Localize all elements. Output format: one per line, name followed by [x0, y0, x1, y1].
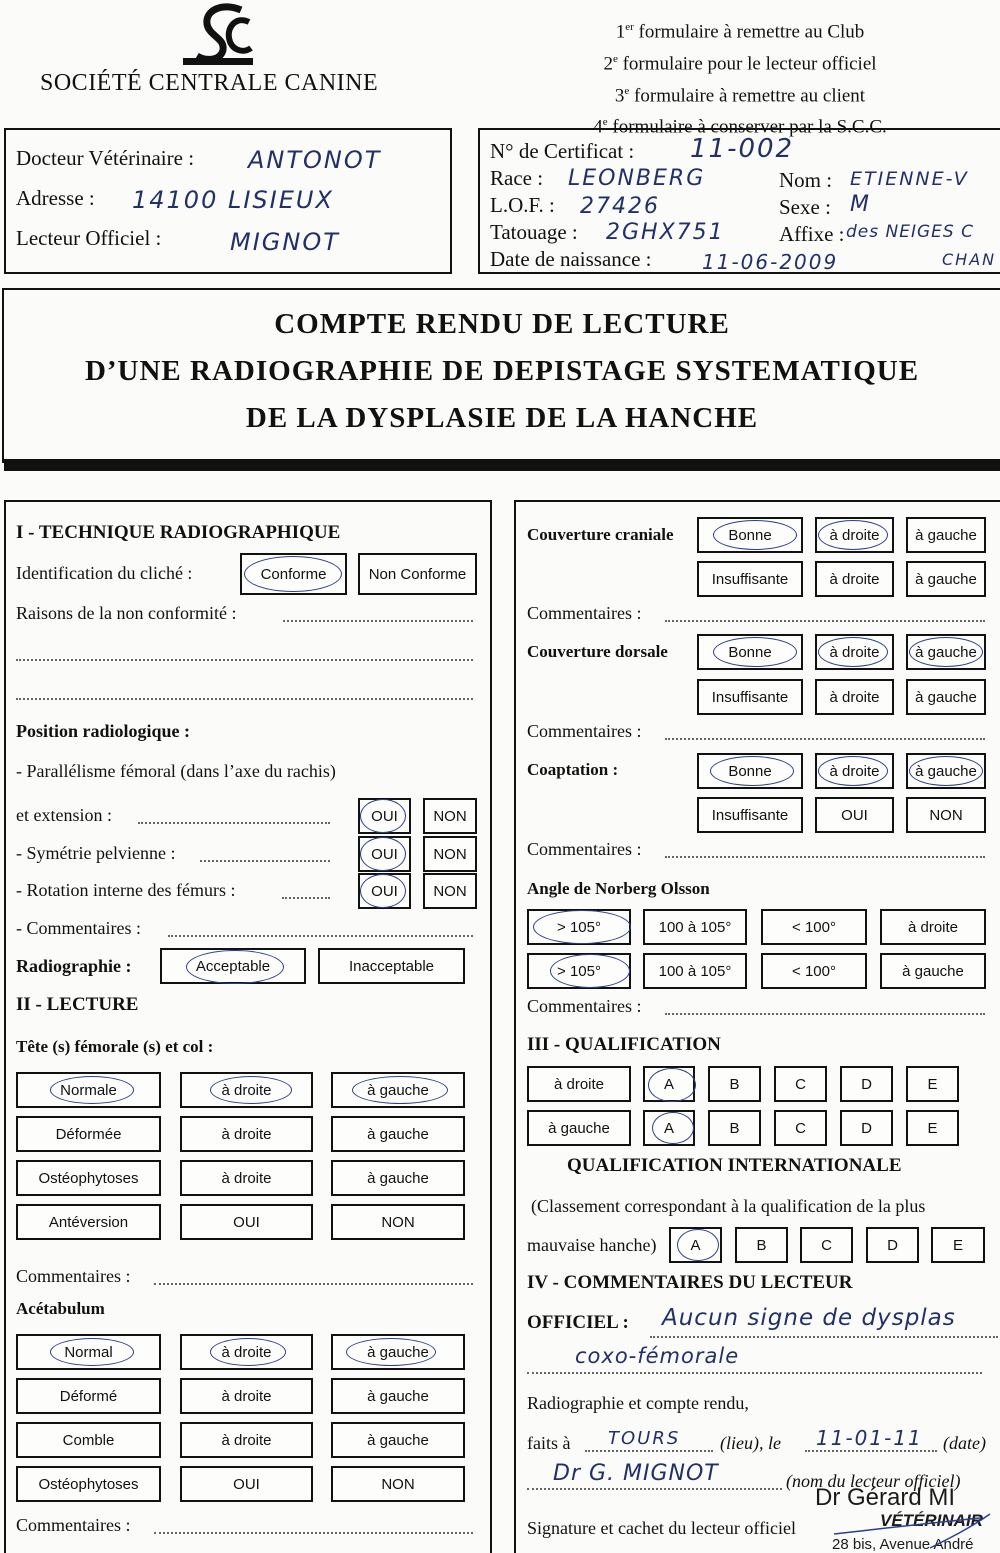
conforme-checkbox[interactable]: Conforme: [240, 553, 347, 595]
coaptation-label: Coaptation :: [527, 760, 619, 779]
norberg-droite-checkbox[interactable]: à droite: [880, 909, 986, 945]
rotation-oui-checkbox[interactable]: OUI: [358, 873, 411, 909]
coapt-oui-checkbox[interactable]: OUI: [815, 797, 894, 833]
raisons-line: [283, 620, 473, 622]
qual-droite-label: à droite: [527, 1066, 631, 1102]
qual-droite-b-checkbox[interactable]: B: [708, 1066, 761, 1102]
copy-line: 2e formulaire pour le lecteur officiel: [603, 52, 877, 75]
tete-anteversion-oui-checkbox[interactable]: OUI: [180, 1204, 313, 1240]
tete-label: Tête (s) fémorale (s) et col :: [16, 1037, 214, 1056]
qual-gauche-d-checkbox[interactable]: D: [840, 1110, 893, 1146]
cov-dors-droite-checkbox[interactable]: à droite: [815, 634, 894, 670]
doctor-label: Docteur Vétérinaire :: [16, 146, 195, 170]
comment-line: [665, 738, 985, 740]
symetrie-label: - Symétrie pelvienne :: [16, 843, 176, 863]
copy-line: 3e formulaire à remettre au client: [614, 84, 866, 106]
lof-label: L.O.F. :: [490, 193, 555, 217]
title-line2: D’UNE RADIOGRAPHIE DE DEPISTAGE SYSTEMATIQUE: [84, 355, 920, 387]
radiographie-label: Radiographie :: [16, 956, 132, 976]
coapt-bonne-checkbox[interactable]: Bonne: [697, 753, 803, 789]
tete-deformee-gauche-checkbox[interactable]: à gauche: [331, 1116, 465, 1152]
tete-osteophytoses-gauche-checkbox[interactable]: à gauche: [331, 1160, 465, 1196]
scc-logo-icon: [183, 0, 253, 66]
rotation-label: - Rotation interne des fémurs :: [16, 880, 236, 900]
acet-deforme-gauche-checkbox[interactable]: à gauche: [331, 1378, 465, 1414]
cov-cran-label: Couverture craniale: [527, 525, 674, 544]
birth-extra: CHAN: [942, 250, 997, 269]
lof-value: 27426: [580, 194, 660, 219]
acet-comble-droite-checkbox[interactable]: à droite: [180, 1422, 313, 1458]
cov-dors-comment-label: Commentaires :: [527, 721, 642, 741]
lieu-label: (lieu), le: [720, 1433, 781, 1453]
tete-normale-droite-checkbox[interactable]: à droite: [180, 1072, 313, 1108]
tete-normale-gauche-checkbox[interactable]: à gauche: [331, 1072, 465, 1108]
stamp-title: VÉTÉRINAIR: [880, 1511, 983, 1530]
name-line: [527, 1488, 782, 1490]
comment-line: [154, 1532, 473, 1534]
affix-value: des NEIGES C: [846, 222, 974, 242]
reader-value: MIGNOT: [230, 228, 340, 256]
reader-comment-line1: Aucun signe de dysplas: [662, 1305, 956, 1331]
acet-deforme-checkbox[interactable]: Déformé: [16, 1378, 161, 1414]
tete-comment-label: Commentaires :: [16, 1266, 131, 1286]
race-value: LEONBERG: [568, 166, 706, 191]
comment-line: [154, 1283, 473, 1285]
tete-osteophytoses-checkbox[interactable]: Ostéophytoses: [16, 1160, 161, 1196]
cert-label: N° de Certificat :: [490, 139, 635, 163]
comment-line: [527, 1372, 982, 1374]
stamp-name: Dr Gérard MI: [815, 1484, 956, 1511]
reader-comment-line2: coxo-fémorale: [575, 1344, 740, 1368]
symetrie-oui-checkbox[interactable]: OUI: [358, 836, 411, 872]
cov-dors-droite2-checkbox[interactable]: à droite: [815, 679, 894, 715]
cov-cran-gauche2-checkbox[interactable]: à gauche: [906, 561, 986, 597]
extension-oui-checkbox[interactable]: OUI: [358, 798, 411, 834]
birth-value: 11-06-2009: [702, 250, 839, 274]
intl-title: QUALIFICATION INTERNATIONALE: [567, 1155, 902, 1176]
acet-osteophytoses-non-checkbox[interactable]: NON: [331, 1466, 465, 1502]
extension-line: [138, 822, 330, 824]
stamp-address: 28 bis, Avenue André: [832, 1536, 974, 1553]
qual-gauche-c-checkbox[interactable]: C: [774, 1110, 827, 1146]
qual-gauche-label: à gauche: [527, 1110, 631, 1146]
acet-normal-droite-checkbox[interactable]: à droite: [180, 1334, 313, 1370]
intl-a-checkbox[interactable]: A: [669, 1227, 722, 1263]
date-line: [805, 1450, 937, 1452]
cov-cran-insuffisante-checkbox[interactable]: Insuffisante: [697, 561, 803, 597]
rotation-line: [282, 897, 330, 899]
faits-label: faits à: [527, 1433, 571, 1453]
acet-normal-gauche-checkbox[interactable]: à gauche: [331, 1334, 465, 1370]
cov-dors-bonne-checkbox[interactable]: Bonne: [697, 634, 803, 670]
comment-line: [665, 856, 985, 858]
norberg-label: Angle de Norberg Olsson: [527, 879, 710, 898]
norberg-gauche-checkbox[interactable]: à gauche: [880, 953, 986, 989]
cov-cran-droite2-checkbox[interactable]: à droite: [815, 561, 894, 597]
tete-normale-checkbox[interactable]: Normale: [16, 1072, 161, 1108]
tete-osteophytoses-droite-checkbox[interactable]: à droite: [180, 1160, 313, 1196]
faits-date: 11-01-11: [816, 1426, 923, 1450]
birth-label: Date de naissance :: [490, 247, 652, 271]
signature-scribble-icon: [830, 1510, 1000, 1553]
comment-line: [650, 1336, 998, 1338]
raisons-line: [16, 698, 473, 700]
intl-b-checkbox[interactable]: B: [735, 1227, 788, 1263]
cov-cran-comment-label: Commentaires :: [527, 603, 642, 623]
qual-droite-d-checkbox[interactable]: D: [840, 1066, 893, 1102]
sex-label: Sexe :: [779, 195, 831, 219]
cov-cran-gauche-checkbox[interactable]: à gauche: [906, 517, 986, 553]
symetrie-non-checkbox[interactable]: NON: [423, 836, 477, 872]
section2-title: II - LECTURE: [16, 994, 139, 1015]
extension-non-checkbox[interactable]: NON: [423, 798, 477, 834]
faits-place: TOURS: [608, 1428, 681, 1449]
title-line3: DE LA DYSPLASIE DE LA HANCHE: [245, 402, 759, 434]
title-line1: COMPTE RENDU DE LECTURE: [274, 308, 730, 340]
coapt-gauche-checkbox[interactable]: à gauche: [906, 753, 986, 789]
norberg-gauche-gt105-checkbox[interactable]: > 105°: [527, 953, 631, 989]
cov-dors-label: Couverture dorsale: [527, 642, 668, 661]
address-label: Adresse :: [16, 186, 95, 210]
rotation-non-checkbox[interactable]: NON: [423, 873, 477, 909]
affix-label: Affixe :: [779, 222, 845, 246]
qual-gauche-a-checkbox[interactable]: A: [643, 1110, 695, 1146]
radio-compte-label: Radiographie et compte rendu,: [527, 1393, 749, 1413]
raisons-line: [16, 659, 473, 661]
section3-title: III - QUALIFICATION: [527, 1034, 721, 1055]
norberg-gauche-lt100-checkbox[interactable]: < 100°: [761, 953, 867, 989]
acet-osteophytoses-oui-checkbox[interactable]: OUI: [180, 1466, 313, 1502]
comment-line: [665, 620, 985, 622]
acet-comment-label: Commentaires :: [16, 1515, 131, 1535]
qual-droite-c-checkbox[interactable]: C: [774, 1066, 827, 1102]
intl-note-line2: mauvaise hanche): [527, 1235, 657, 1255]
parallelisme-label: - Parallélisme fémoral (dans l’axe du rachis): [16, 761, 336, 781]
section1-title: I - TECHNIQUE RADIOGRAPHIQUE: [16, 522, 341, 543]
acet-deforme-droite-checkbox[interactable]: à droite: [180, 1378, 313, 1414]
name-value: ETIENNE-V: [850, 168, 969, 190]
copies-list: [560, 14, 920, 141]
org-name: SOCIÉTÉ CENTRALE CANINE: [40, 70, 379, 96]
address-value: 14100 LISIEUX: [132, 186, 334, 214]
qual-gauche-e-checkbox[interactable]: E: [906, 1110, 959, 1146]
ident-label: Identification du cliché :: [16, 563, 193, 583]
acetabulum-label: Acétabulum: [16, 1299, 105, 1318]
officiel-label: OFFICIEL :: [527, 1312, 629, 1333]
cert-value: 11-002: [690, 134, 795, 164]
reader-label: Lecteur Officiel :: [16, 226, 162, 250]
acet-osteophytoses-checkbox[interactable]: Ostéophytoses: [16, 1466, 161, 1502]
acet-comble-gauche-checkbox[interactable]: à gauche: [331, 1422, 465, 1458]
coapt-insuffisante-checkbox[interactable]: Insuffisante: [697, 797, 803, 833]
position-label: Position radiologique :: [16, 721, 191, 741]
norberg-comment-label: Commentaires :: [527, 996, 642, 1016]
tete-deformee-checkbox[interactable]: Déformée: [16, 1116, 161, 1152]
intl-note-line1: (Classement correspondant à la qualification de la plus: [531, 1196, 926, 1216]
tattoo-value: 2GHX751: [606, 220, 725, 245]
copy-line: 4e formulaire à conserver par la S.C.C.: [593, 116, 887, 138]
race-label: Race :: [490, 166, 544, 190]
coapt-non-checkbox[interactable]: NON: [906, 797, 986, 833]
sex-value: M: [850, 192, 871, 217]
cov-cran-bonne-checkbox[interactable]: Bonne: [697, 517, 803, 553]
qual-droite-e-checkbox[interactable]: E: [906, 1066, 959, 1102]
tattoo-label: Tatouage :: [490, 220, 578, 244]
doctor-value: ANTONOT: [248, 146, 382, 174]
acet-normal-checkbox[interactable]: Normal: [16, 1334, 161, 1370]
name-label: Nom :: [779, 168, 833, 192]
intl-e-checkbox[interactable]: E: [931, 1227, 985, 1263]
norberg-droite-lt100-checkbox[interactable]: < 100°: [761, 909, 867, 945]
extension-label: et extension :: [16, 805, 112, 825]
norberg-gauche-100-105-checkbox[interactable]: 100 à 105°: [643, 953, 747, 989]
cov-dors-gauche-checkbox[interactable]: à gauche: [906, 634, 986, 670]
acceptable-checkbox[interactable]: Acceptable: [160, 948, 306, 984]
date-label: (date): [943, 1433, 986, 1453]
signature-label: Signature et cachet du lecteur officiel: [527, 1518, 797, 1538]
title-shadow: [4, 459, 1000, 471]
non-conforme-checkbox[interactable]: Non Conforme: [358, 553, 477, 595]
nom-lecteur-label: (nom du lecteur officiel): [786, 1471, 961, 1491]
raisons-label: Raisons de la non conformité :: [16, 603, 237, 623]
reader-name-signature: Dr G. MIGNOT: [553, 1461, 719, 1486]
symetrie-line: [200, 860, 330, 862]
position-comment-label: - Commentaires :: [16, 918, 141, 938]
cov-dors-gauche2-checkbox[interactable]: à gauche: [906, 679, 986, 715]
coapt-comment-label: Commentaires :: [527, 839, 642, 859]
intl-c-checkbox[interactable]: C: [800, 1227, 853, 1263]
copy-line: 1er formulaire à remettre au Club: [615, 21, 865, 43]
norberg-droite-gt105-checkbox[interactable]: > 105°: [527, 909, 631, 945]
acet-comble-checkbox[interactable]: Comble: [16, 1422, 161, 1458]
tete-anteversion-non-checkbox[interactable]: NON: [331, 1204, 465, 1240]
comment-line: [168, 935, 473, 937]
coapt-droite-checkbox[interactable]: à droite: [815, 753, 894, 789]
tete-deformee-droite-checkbox[interactable]: à droite: [180, 1116, 313, 1152]
place-line: [585, 1450, 713, 1452]
intl-d-checkbox[interactable]: D: [866, 1227, 919, 1263]
inacceptable-checkbox[interactable]: Inacceptable: [318, 948, 465, 984]
tete-anteversion-checkbox[interactable]: Antéversion: [16, 1204, 161, 1240]
cov-cran-droite-checkbox[interactable]: à droite: [815, 517, 894, 553]
comment-line: [665, 1013, 985, 1015]
qual-droite-a-checkbox[interactable]: A: [643, 1066, 695, 1102]
norberg-droite-100-105-checkbox[interactable]: 100 à 105°: [643, 909, 747, 945]
qual-gauche-b-checkbox[interactable]: B: [708, 1110, 761, 1146]
cov-dors-insuffisante-checkbox[interactable]: Insuffisante: [697, 679, 803, 715]
section4-title: IV - COMMENTAIRES DU LECTEUR: [527, 1272, 853, 1293]
